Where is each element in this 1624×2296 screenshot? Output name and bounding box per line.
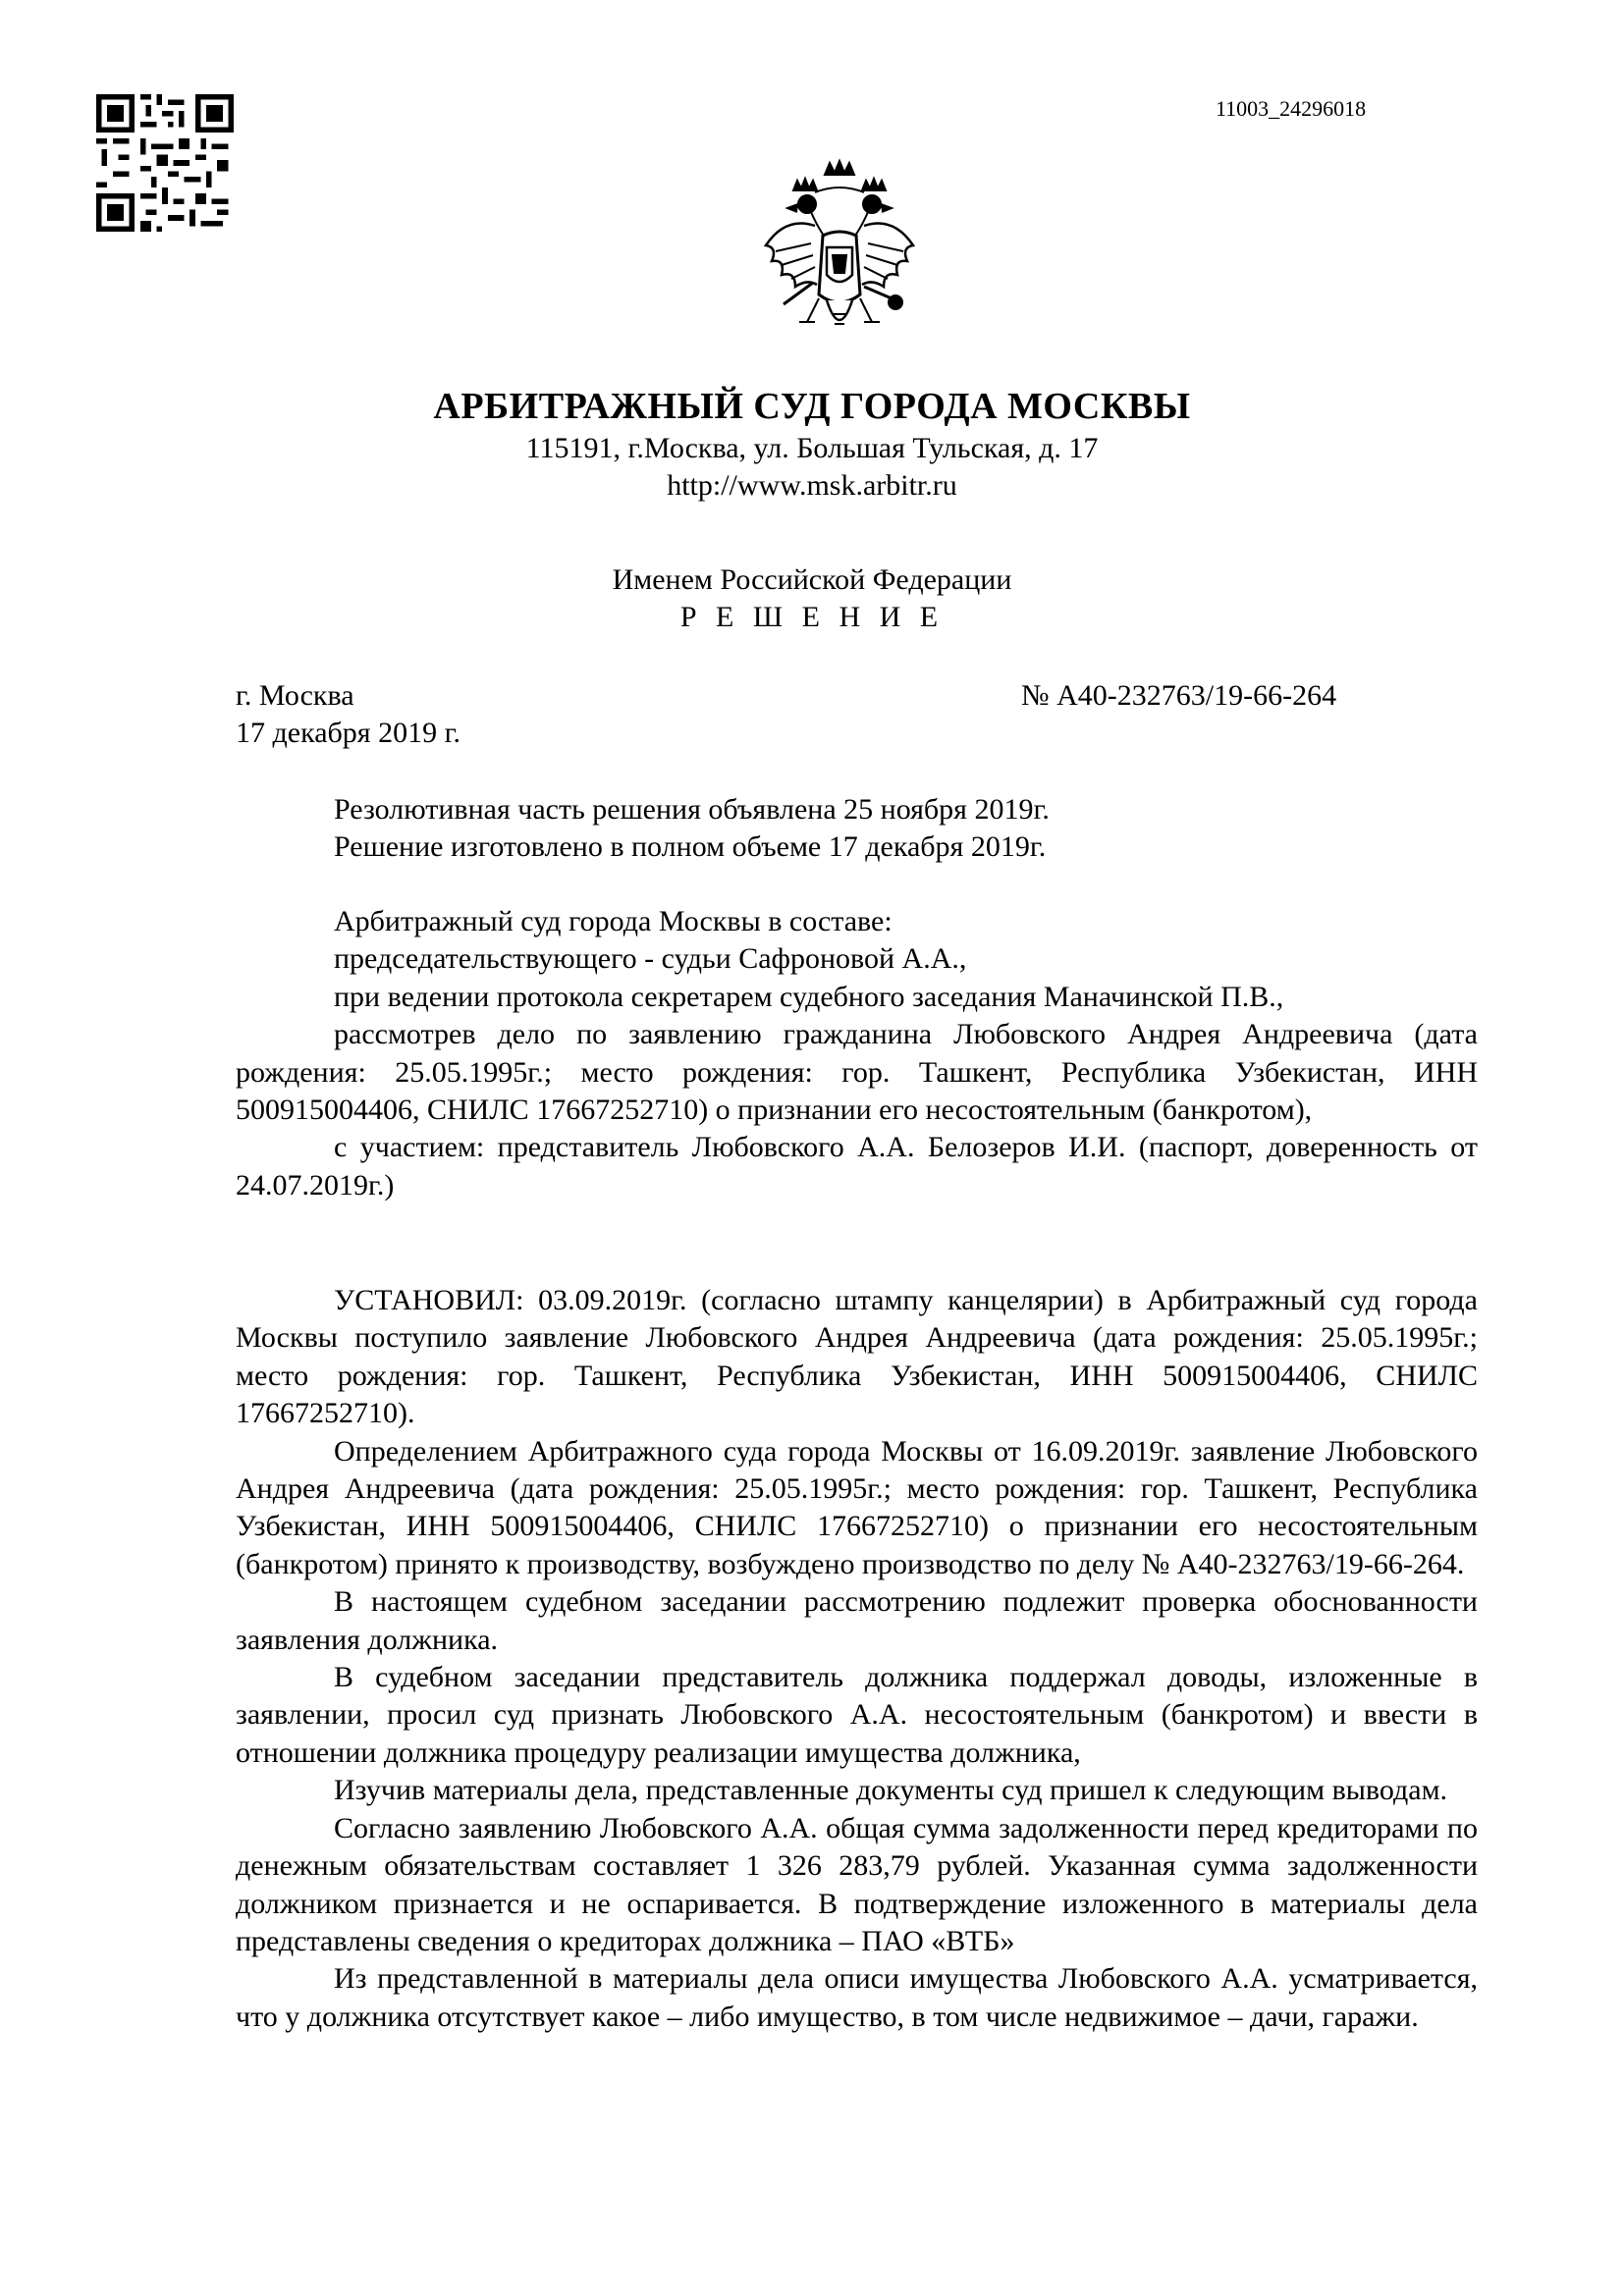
coat-of-arms-emblem (756, 157, 923, 353)
body-paragraph: Согласно заявлению Любовского А.А. общая сумма задолженности перед кредиторами по денежным обязательствам составляет 1 326 283,79 рублей. Указанная сумма задолженности должником признается и не оспаривается. В подтверждение изложенного в материалы дела представлены сведения о кредиторах должника – ПАО «ВТБ» (236, 1811, 1478, 1957)
decision-prepared-line: Решение изготовлено в полном объеме 17 декабря 2019г. (334, 830, 1047, 864)
court-name: АРБИТРАЖНЫЙ СУД ГОРОДА МОСКВЫ (433, 386, 1191, 427)
qr-code (96, 94, 234, 232)
decision-body (236, 1282, 1478, 2036)
composition-line: Арбитражный суд города Москвы в составе: (334, 905, 893, 937)
body-paragraph: В судебном заседании представитель должника поддержал доводы, изложенные в заявлении, просил суд признать Любовского А.А. несостоятельным (банкротом) и ввести в отношении должника процедуру реализации имущества должника, (236, 1661, 1478, 1769)
court-address: 115191, г.Москва, ул. Большая Тульская, д. 17 (525, 432, 1099, 464)
case-description-paragraph: рассмотрев дело по заявлению гражданина Любовского Андрея Андреевича (дата рождения: 25.05.1995г.; место рождения: гор. Ташкент, Республика Узбекистан, ИНН 500915004406, СНИЛС 17667252710) о признании его несостоятельным (банкротом), (236, 1018, 1478, 1127)
participants-paragraph: с участием: представитель Любовского А.А. Белозеров И.И. (паспорт, доверенность от 24.07.2019г.) (236, 1131, 1478, 1201)
decision-date: 17 декабря 2019 г. (236, 717, 460, 749)
body-paragraph: Изучив материалы дела, представленные документы суд пришел к следующим выводам. (334, 1774, 1448, 1807)
case-number: № А40-232763/19-66-264 (1021, 679, 1337, 712)
decision-title: Р Е Ш Е Н И Е (679, 601, 945, 633)
in-name-line: Именем Российской Федерации (612, 563, 1012, 596)
city: г. Москва (236, 679, 354, 712)
document-id: 11003_24296018 (1216, 96, 1367, 121)
body-paragraph: Из представленной в материалы дела описи имущества Любовского А.А. усматривается, что у должника отсутствует какое – либо имущество, в том числе недвижимое – дачи, гаражи. (236, 1962, 1478, 2033)
intro-block (236, 791, 1478, 867)
court-website: http://www.msk.arbitr.ru (667, 469, 957, 502)
court-composition-block (236, 903, 1478, 1204)
presiding-judge-line: председательствующего - судьи Сафроновой А.А., (334, 942, 967, 976)
body-paragraph: В настоящем судебном заседании рассмотрению подлежит проверка обоснованности заявления должника. (236, 1585, 1478, 1656)
secretary-line: при ведении протокола секретарем судебного заседания Маначинской П.В., (334, 980, 1284, 1013)
body-paragraph: УСТАНОВИЛ: 03.09.2019г. (согласно штампу канцелярии) в Арбитражный суд города Москвы поступило заявление Любовского Андрея Андреевича (дата рождения: 25.05.1995г.; место рождения: гор. Ташкент, Республика Узбекистан, ИНН 500915004406, СНИЛС 17667252710). (236, 1284, 1478, 1430)
body-paragraph: Определением Арбитражного суда города Москвы от 16.09.2019г. заявление Любовского Андрея Андреевича (дата рождения: 25.05.1995г.; место рождения: гор. Ташкент, Республика Узбекистан, ИНН 500915004406, СНИЛС 17667252710) о признании его несостоятельным (банкротом) принято к производству, возбуждено производство по делу № А40-232763/19-66-264. (236, 1434, 1478, 1580)
resolution-announced-line: Резолютивная часть решения объявлена 25 ноября 2019г. (334, 793, 1050, 826)
